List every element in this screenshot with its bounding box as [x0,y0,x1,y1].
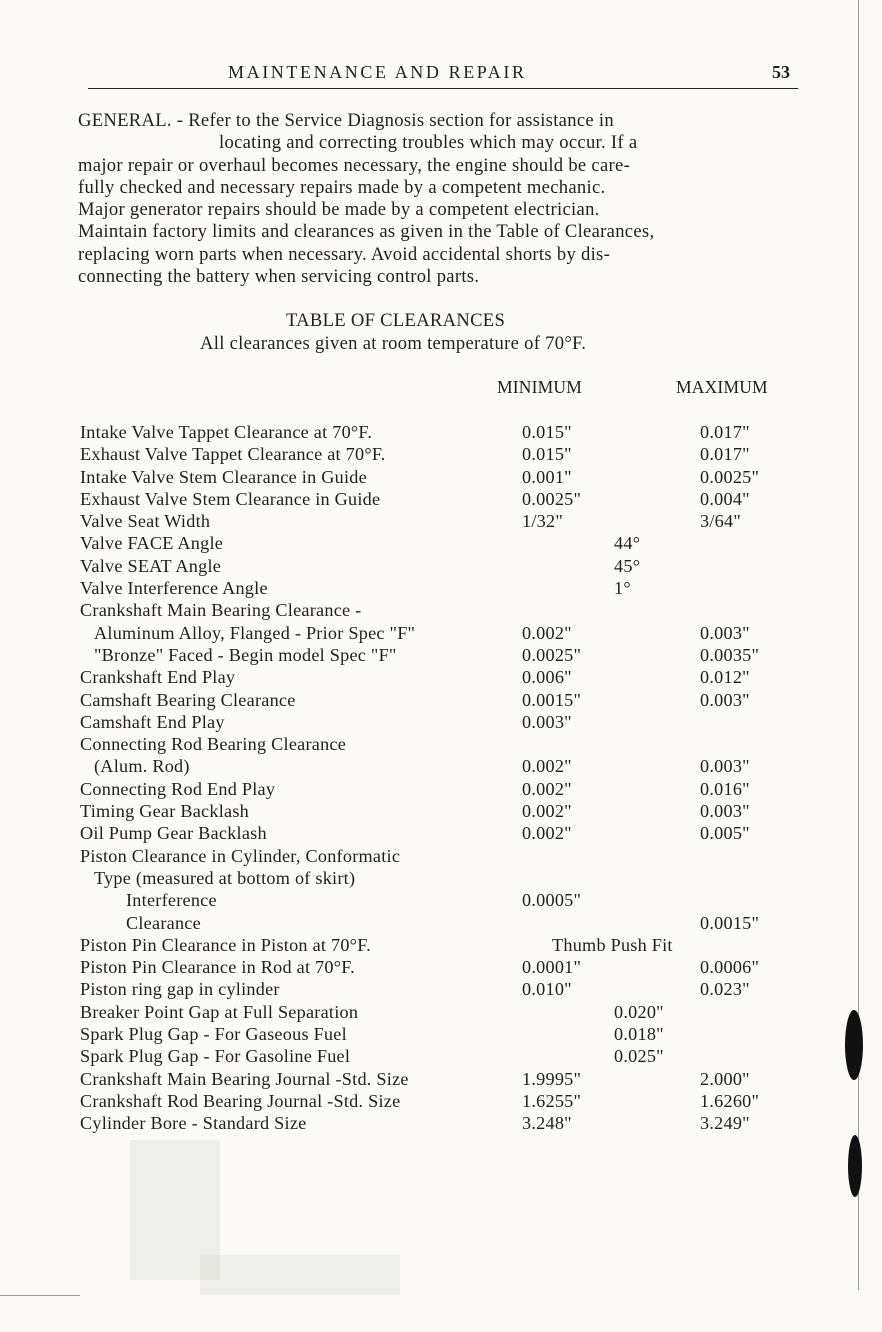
table-row [0,979,882,1001]
table-row [0,779,882,801]
row-label: Valve SEAT Angle [80,555,222,576]
row-label: Crankshaft Main Bearing Journal -Std. Size [80,1068,409,1089]
table-row [0,1046,882,1068]
scan-edge-line [858,0,859,1290]
table-row [0,422,882,444]
row-label: Crankshaft Rod Bearing Journal -Std. Size [80,1090,401,1111]
intro-line: replacing worn parts when necessary. Avoid accidental shorts by dis- [78,243,611,265]
table-row [0,667,882,689]
table-row [0,489,882,511]
row-label: "Bronze" Faced - Begin model Spec "F" [94,644,397,665]
max-value: 0.004" [700,488,750,509]
table-row [0,734,882,756]
table-row [0,578,882,600]
row-label: Crankshaft End Play [80,667,236,688]
table-row [0,690,882,712]
row-label: Spark Plug Gap - For Gaseous Fuel [80,1024,347,1045]
single-value: 1° [614,578,631,599]
max-value: 0.005" [700,823,750,844]
clearance-table [0,422,882,1136]
row-label: Piston Pin Clearance in Rod at 70°F. [80,957,355,978]
max-value: 3.249" [700,1113,750,1134]
table-row [0,823,882,845]
intro-line: major repair or overhaul becomes necessary, the engine should be care- [78,154,631,176]
min-value: 1.9995" [522,1068,582,1089]
max-value: 1.6260" [700,1090,760,1111]
min-value: 0.003" [522,711,572,732]
max-value: 0.012" [700,667,750,688]
column-header-minimum: MINIMUM [497,377,583,397]
row-label: Valve Interference Angle [80,578,268,599]
min-value: 0.015" [522,422,572,442]
max-value: 0.016" [700,778,750,799]
table-row [0,712,882,734]
intro-line: Maintain factory limits and clearances as given in the Table of Clearances, [78,221,655,243]
row-label: Crankshaft Main Bearing Clearance - [80,600,362,621]
max-value: 0.0015" [700,912,760,933]
row-label: (Alum. Rod) [94,756,190,777]
scan-blot [845,1010,863,1080]
min-value: 0.002" [522,778,572,799]
table-row [0,935,882,957]
row-label: Connecting Rod End Play [80,778,276,799]
table-row [0,1113,882,1135]
min-value: 3.248" [522,1113,572,1134]
single-value: 0.025" [614,1046,664,1067]
min-value: 0.002" [522,756,572,777]
min-value: 0.0005" [522,890,582,911]
table-row [0,533,882,555]
table-row [0,801,882,823]
row-label: Spark Plug Gap - For Gasoline Fuel [80,1046,351,1067]
intro-line: fully checked and necessary repairs made by a competent mechanic. [78,176,606,198]
row-label: Piston Pin Clearance in Piston at 70°F. [80,934,371,955]
row-label: Clearance [126,912,201,933]
row-label: Valve FACE Angle [80,533,224,554]
min-value: 1.6255" [522,1090,582,1111]
min-value: 0.0001" [522,957,582,978]
intro-line: connecting the battery when servicing control parts. [78,266,480,288]
table-row [0,846,882,868]
running-header [88,62,798,89]
row-label: Piston Clearance in Cylinder, Conformatic [80,845,401,866]
table-row [0,444,882,466]
header-title: MAINTENANCE AND REPAIR [228,62,527,82]
table-row [0,868,882,890]
row-label: Exhaust Valve Tappet Clearance at 70°F. [80,444,386,465]
scan-edge-line [0,1295,80,1296]
table-row [0,1002,882,1024]
table-row [0,645,882,667]
min-value: 0.002" [522,801,572,822]
max-value: 2.000" [700,1068,750,1089]
table-row [0,556,882,578]
scan-blot [848,1135,862,1197]
max-value: 3/64" [700,511,742,532]
paper-stain [200,1255,400,1295]
row-label: Intake Valve Stem Clearance in Guide [80,466,367,487]
max-value: 0.023" [700,979,750,1000]
intro-line: GENERAL. - Refer to the Service Diagnosis section for assistance in [78,110,614,131]
max-value: 0.0006" [700,957,760,978]
max-value: 0.0025" [700,466,760,487]
min-value: 0.0025" [522,488,582,509]
table-title: TABLE OF CLEARANCES [286,310,506,331]
single-value: 0.018" [614,1024,664,1045]
max-value: 0.0035" [700,644,760,665]
row-label: Piston ring gap in cylinder [80,979,280,1000]
max-value: 0.003" [700,622,750,643]
table-row [0,756,882,778]
intro-line: Major generator repairs should be made by a competent electrician. [78,199,600,221]
row-label: Type (measured at bottom of skirt) [94,867,356,888]
row-label: Interference [126,890,217,911]
intro-paragraph [78,110,818,288]
min-value: 0.002" [522,622,572,643]
table-row [0,511,882,533]
row-label: Intake Valve Tappet Clearance at 70°F. [80,422,373,442]
max-value: 0.003" [700,756,750,777]
max-value: 0.003" [700,801,750,822]
max-value: 0.003" [700,689,750,710]
row-label: Timing Gear Backlash [80,801,250,822]
table-row [0,890,882,912]
min-value: 0.015" [522,444,572,465]
min-value: 0.001" [522,466,572,487]
row-label: Camshaft End Play [80,711,225,732]
min-value: 0.0015" [522,689,582,710]
row-label: Breaker Point Gap at Full Separation [80,1001,359,1022]
max-value: 0.017" [700,444,750,465]
intro-line: locating and correcting troubles which may occur. If a [219,132,638,154]
min-value: 0.006" [522,667,572,688]
row-label: Exhaust Valve Stem Clearance in Guide [80,488,381,509]
table-row [0,623,882,645]
table-row [0,913,882,935]
row-label: Aluminum Alloy, Flanged - Prior Spec "F" [94,622,416,643]
max-value: 0.017" [700,422,750,442]
table-subtitle: All clearances given at room temperature of 70°F. [200,333,587,354]
row-label: Valve Seat Width [80,511,211,532]
column-header-maximum: MAXIMUM [676,377,768,397]
min-value: 1/32" [522,511,564,532]
min-value: 0.0025" [522,644,582,665]
table-row [0,957,882,979]
table-row [0,1091,882,1113]
page-number: 53 [772,62,790,82]
single-value: 0.020" [614,1001,664,1022]
single-value: 45° [614,555,641,576]
row-label: Cylinder Bore - Standard Size [80,1113,307,1134]
row-label: Oil Pump Gear Backlash [80,823,267,844]
spanning-value: Thumb Push Fit [552,934,673,955]
row-label: Connecting Rod Bearing Clearance [80,734,347,755]
min-value: 0.010" [522,979,572,1000]
table-row [0,1069,882,1091]
single-value: 44° [614,533,641,554]
row-label: Camshaft Bearing Clearance [80,689,296,710]
table-row [0,1024,882,1046]
table-row [0,467,882,489]
min-value: 0.002" [522,823,572,844]
table-row [0,600,882,622]
